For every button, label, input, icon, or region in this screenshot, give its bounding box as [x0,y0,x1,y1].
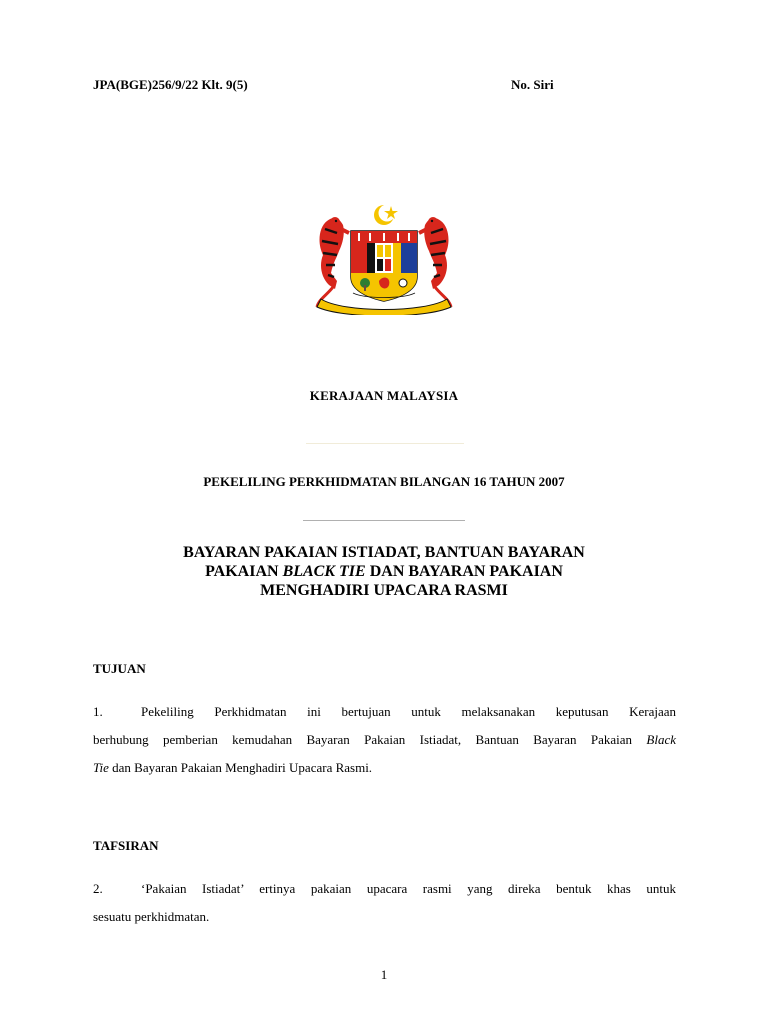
title-italic-black-tie: BLACK TIE [282,563,366,580]
title-line-1: BAYARAN PAKAIAN ISTIADAT, BANTUAN BAYARAN [183,544,585,561]
serial-number-label: No. Siri [511,77,554,92]
paragraph-2 [93,875,676,931]
document-title [0,543,768,600]
paragraph-1-line-2: berhubung pemberian kemudahan Bayaran Pakaian Istiadat, Bantuan Bayaran Pakaian Black [93,732,676,747]
right-tiger-icon [419,217,451,307]
paragraph-2-line-1: 2. ‘Pakaian Istiadat’ ertinya pakaian upacara rasmi yang direka bentuk khas untuk [93,875,676,903]
paragraph-number: 2. [93,881,103,896]
title-line-2: PAKAIAN BLACK TIE DAN BAYARAN PAKAIAN [205,563,563,580]
section-heading-tujuan: TUJUAN [93,661,146,676]
paragraph-number: 1. [93,704,103,719]
title-line-3: MENGHADIRI UPACARA RASMI [260,582,508,599]
circular-number: PEKELILING PERKHIDMATAN BILANGAN 16 TAHUN 2007 [203,474,565,489]
government-name: KERAJAAN MALAYSIA [309,388,459,403]
coat-of-arms-icon [313,203,455,315]
reference-number: JPA(BGE)256/9/22 Klt. 9(5) [93,77,248,92]
left-tiger-icon [317,217,349,307]
shield-icon [351,231,417,301]
paragraph-1 [93,698,676,782]
divider-top [306,443,464,444]
divider-bottom [303,520,465,521]
paragraph-1-line-1: 1. Pekeliling Perkhidmatan ini bertujuan untuk melaksanakan keputusan Kerajaan [93,698,676,726]
paragraph-2-line-2: sesuatu perkhidmatan. [93,909,210,924]
section-heading-tafsiran: TAFSIRAN [93,838,159,853]
page-number: 1 [380,967,388,982]
crescent-star-icon [374,205,398,226]
paragraph-1-line-3: Tie dan Bayaran Pakaian Menghadiri Upacara Rasmi. [93,760,373,775]
